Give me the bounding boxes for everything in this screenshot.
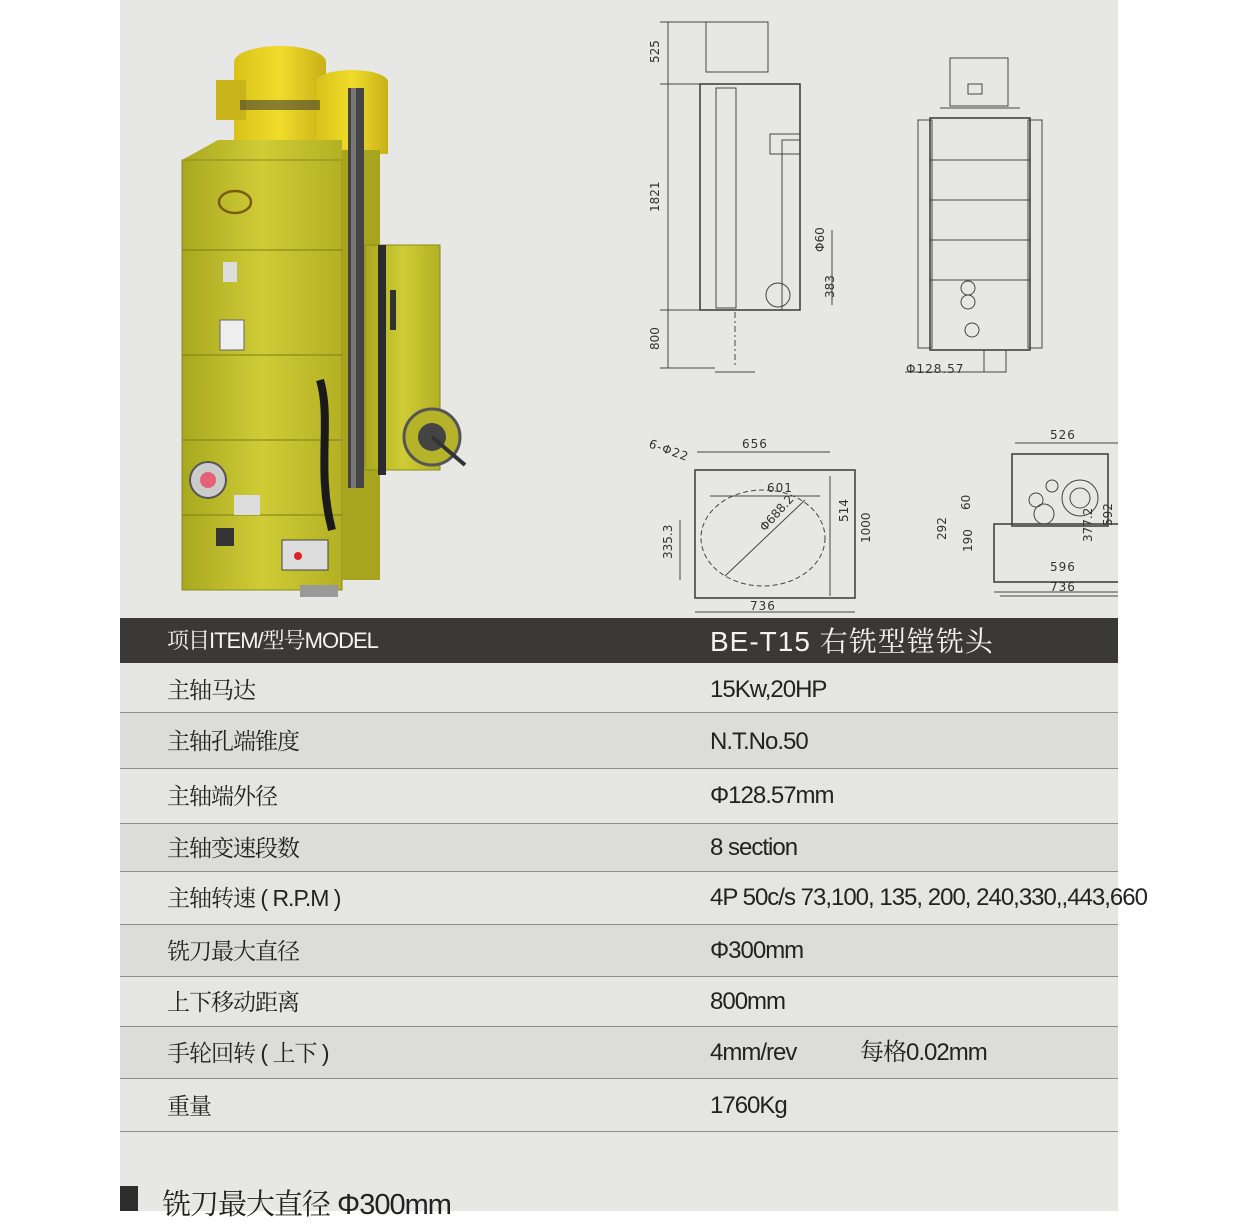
table-row [120,769,1118,824]
dim-side-bore: Φ60 [813,227,827,252]
dim-top-width: 526 [1050,428,1076,442]
dim-side-body: 1821 [648,181,662,212]
row-label: 主轴转速 ( R.P.M ) [167,885,341,911]
section-heading [120,1178,1118,1221]
table-row [120,925,1118,977]
table-row [120,1027,1118,1079]
dim-base-outer: 656 [742,437,768,451]
dim-side-offset: 383 [823,275,837,298]
row-value: 4mm/rev [710,1039,797,1066]
row-label: 上下移动距离 [167,989,299,1015]
row-value: 4P 50c/s 73,100, 135, 200, 240,330,,443,660 [710,884,1147,911]
dim-side-travel: 800 [648,327,662,350]
table-row [120,1079,1118,1132]
product-photo [120,0,520,618]
row-value: 15Kw,20HP [710,676,827,703]
square-bullet-icon [120,1186,138,1211]
dim-top-length: 736 [1050,580,1076,594]
row-label: 手轮回转 ( 上下 ) [167,1040,329,1066]
top-view-drawing [935,428,1118,596]
table-row [120,872,1147,925]
side-view-drawing [648,22,837,372]
dim-base-width: 736 [750,599,776,613]
table-row [120,824,1118,872]
row-label: 主轴马达 [167,677,255,703]
dim-top-total: 592 [1101,503,1115,526]
row-value: Φ300mm [710,937,804,964]
table-row [120,977,1118,1027]
dim-base-inner: 601 [767,481,793,495]
row-label: 重量 [167,1093,211,1119]
technical-drawings [520,0,1118,618]
spec-table-header [120,618,1118,663]
header-model-name: BE-T15 右铣型镗铣头 [710,626,994,657]
section-heading-text: 铣刀最大直径 Φ300mm [162,1189,451,1221]
row-value: 8 section [710,834,798,861]
row-label: 铣刀最大直径 [167,938,299,964]
row-value: 1760Kg [710,1092,787,1119]
dim-base-holes: 6-Φ22 [646,436,691,465]
dim-front-spindle-diameter: Φ128.57 [906,362,965,376]
dim-top-offset: 60 [959,494,973,510]
dim-base-total: 1000 [859,512,873,543]
boring-milling-head-illustration [120,0,520,618]
dim-side-motor: 525 [648,40,662,63]
dim-base-offset: 335.3 [661,524,675,559]
spec-table-body [120,663,1147,1132]
row-value-secondary: 每格0.02mm [860,1039,987,1066]
table-row [120,713,1118,769]
spec-sheet [120,0,1147,1221]
row-value: Φ128.57mm [710,782,834,809]
header-item-label: 项目ITEM/型号MODEL [167,628,378,653]
row-label: 主轴端外径 [167,783,277,809]
dim-top-base: 190 [961,529,975,552]
row-value: 800mm [710,988,786,1015]
row-label: 主轴孔端锥度 [167,728,299,754]
row-label: 主轴变速段数 [167,835,299,861]
base-view-drawing [647,437,873,613]
table-row [120,663,1118,713]
dim-top-inner-length: 596 [1050,560,1076,574]
front-view-drawing [905,58,1042,376]
dim-top-center: 377.2 [1081,507,1095,542]
dim-base-depth: 514 [837,499,851,522]
dim-top-height: 292 [935,517,949,540]
row-value: N.T.No.50 [710,728,808,755]
dim-base-circle: Φ688.2 [756,492,797,535]
